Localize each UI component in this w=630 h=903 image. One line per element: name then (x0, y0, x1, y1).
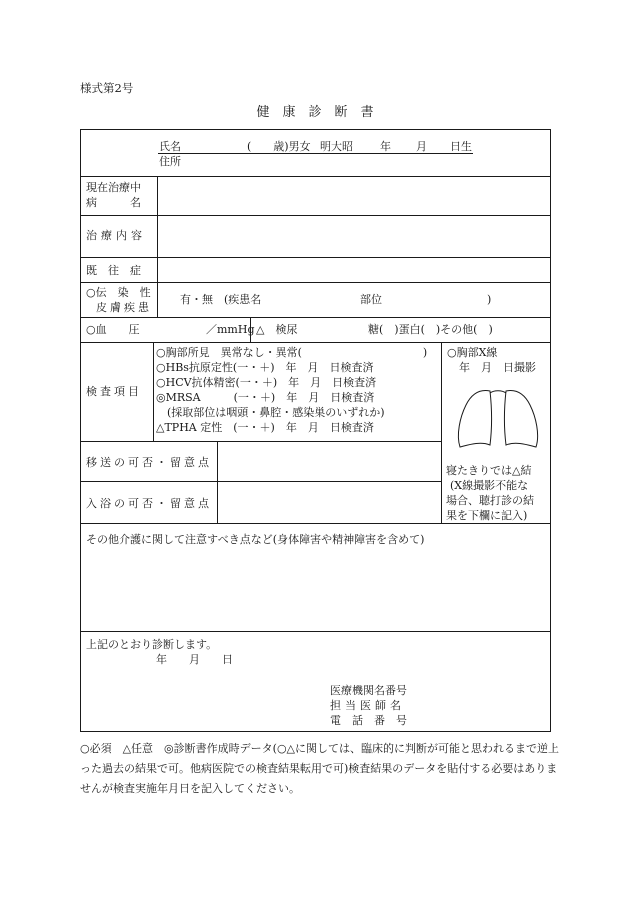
frame-right (550, 129, 551, 732)
col-divider (441, 342, 442, 523)
form-title: 健 康 診 断 書 (256, 105, 374, 120)
bathing-label: 入浴の可否・留意点 (86, 497, 212, 510)
row-divider (80, 317, 551, 318)
current-treatment-label-1: 現在治療中 (86, 181, 141, 194)
row-divider (80, 282, 551, 283)
current-treatment-label-2: 病 名 (86, 196, 141, 209)
col-divider (157, 176, 158, 317)
transfer-label: 移送の可否・留意点 (86, 456, 212, 469)
row-divider (80, 342, 551, 343)
col-divider (217, 441, 218, 523)
xray-note-line: 寝たきりでは△結 (446, 464, 532, 477)
xray-note-line: 果を下欄に記入) (446, 509, 528, 522)
form-number: 様式第2号 (80, 81, 134, 95)
infectious-close: ) (487, 293, 492, 306)
row-divider (80, 257, 551, 258)
col-divider (153, 342, 154, 441)
exam-item: ○HCV抗体精密(一・＋) 年 月 日検査済 (156, 376, 377, 389)
institution-label: 医療機関名番号 (330, 684, 407, 697)
blood-pressure-label: ○血 圧 (86, 323, 140, 336)
birth-year-label: 年 (380, 140, 391, 153)
birth-day-label: 日生 (450, 140, 472, 153)
doctor-label: 担当医師名 (330, 699, 405, 712)
age-sex-field: ( 歳)男女 (247, 140, 311, 153)
infectious-label-2: 皮膚疾患 (96, 301, 152, 314)
address-label: 住所 (159, 155, 181, 168)
exam-item: ◎MRSA (一・＋) 年 月 日検査済 (156, 391, 375, 404)
treatment-content-label: 治療内容 (86, 229, 146, 242)
lungs-diagram-icon (452, 385, 544, 453)
infectious-label-1: ○伝 染 性 (86, 286, 151, 299)
xray-note-line: (X線撮影不能な (450, 479, 529, 492)
exam-item: ○胸部所見 異常なし・異常( ) (156, 346, 428, 359)
footnote: ○必須 △任意 ◎診断書作成時データ(○△に関しては、臨床的に判断が可能と思われるまで逆上った過去の結果で可。他病医院での検査結果転用で可)検査結果のデータを貼付する必要はありませんが検査実施年月日を記入してください。 (80, 742, 560, 795)
infectious-answer: 有・無 (疾患名 (180, 293, 262, 306)
row-divider (80, 441, 441, 442)
frame-bottom (80, 731, 551, 732)
frame-top (80, 129, 551, 130)
blood-pressure-unit: ／mmHg (206, 323, 255, 336)
care-notes-label: その他介護に関して注意すべき点など(身体障害や精神障害を含めて) (86, 533, 425, 546)
diagnosis-statement: 上記のとおり診断します。 (86, 638, 218, 651)
urine-test-values: 糖( )蛋白( )その他( ) (368, 323, 493, 336)
chest-xray-label: ○胸部X線 (447, 346, 498, 359)
diagnosis-date: 年 月 日 (156, 653, 233, 666)
row-divider (80, 215, 551, 216)
phone-label: 電 話 番 号 (330, 714, 407, 727)
birth-era-field: 明大昭 (320, 140, 353, 153)
past-history-label: 既 往 症 (86, 264, 141, 277)
row-divider (80, 631, 551, 632)
exam-items-label: 検査項目 (86, 385, 142, 398)
chest-xray-date: 年 月 日撮影 (459, 361, 536, 374)
exam-item: △TPHA 定性 (一・＋) 年 月 日検査済 (156, 421, 374, 434)
row-divider (80, 176, 551, 177)
exam-item: (採取部位は咽頭・鼻腔・感染巣のいずれか) (156, 406, 385, 419)
infectious-site-label: 部位 (360, 293, 382, 306)
exam-item: ○HBs抗原定性(一・＋) 年 月 日検査済 (156, 361, 374, 374)
frame-left (80, 129, 81, 732)
birth-month-label: 月 (416, 140, 427, 153)
urine-test-label: △ 検尿 (256, 323, 298, 336)
row-divider (80, 523, 551, 524)
row-divider (80, 481, 441, 482)
xray-note-line: 場合、聴打診の結 (446, 494, 534, 507)
name-label: 氏名 (159, 140, 181, 153)
name-underline (158, 153, 473, 154)
